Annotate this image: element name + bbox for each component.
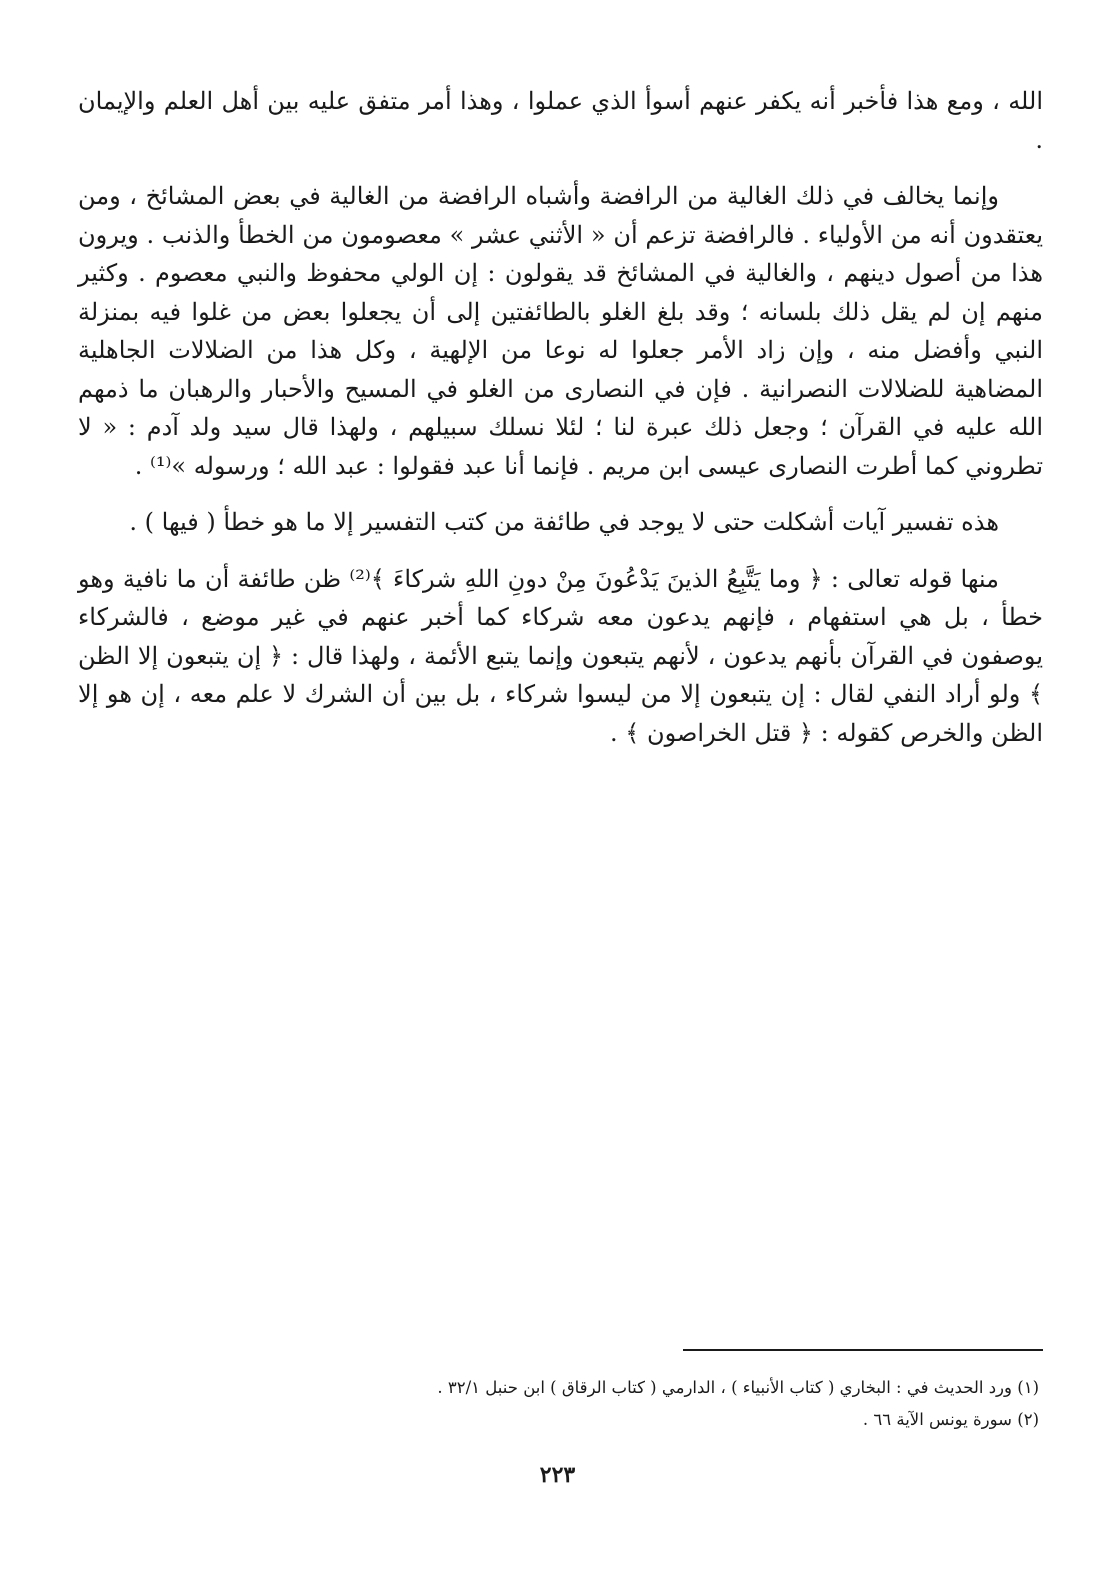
- paragraph-2: وإنما يخالف في ذلك الغالية من الرافضة وأشباه الرافضة من الغالية في بعض المشائخ ، ومن يعتقدون أنه من الأولياء . فالرافضة تزعم أن « الأثني عشر » معصومون من الخطأ والذنب . ويرون هذا من أصول دينهم ، والغالية في المشائخ قد يقولون : إن الولي محفوظ والنبي معصوم . وكثير منهم إن لم يقل ذلك بلسانه ؛ وقد بلغ الغلو بالطائفتين إلى أن يجعلوا بعض من غلوا فيه بمنزلة النبي وأفضل منه ، وإن زاد الأمر جعلوا له نوعا من الإلهية ، وكل هذا من الضلالات الجاهلية المضاهية للضلالات النصرانية . فإن في النصارى من الغلو في المسيح والأحبار والرهبان ما ذمهم الله عليه في القرآن ؛ وجعل ذلك عبرة لنا ؛ لئلا نسلك سبيلهم ، ولهذا قال سيد ولد آدم : « لا تطروني كما أطرت النصارى عيسى ابن مريم . فإنما أنا عبد فقولوا : عبد الله ؛ ورسوله »⁽¹⁾ .: [78, 182, 1044, 480]
- footnote-1: (١) ورد الحديث في : البخاري ( كتاب الأنبياء ) ، الدارمي ( كتاب الرقاق ) ابن حنبل ٣٢/١ .: [437, 1378, 1039, 1397]
- paragraph-1: الله ، ومع هذا فأخبر أنه يكفر عنهم أسوأ الذي عملوا ، وهذا أمر متفق عليه بين أهل العلم والإيمان .: [78, 87, 1043, 154]
- main-text: [78, 82, 1043, 770]
- paragraph-4: منها قوله تعالى : ﴿ وما يَتَّبِعُ الذينَ يَدْعُونَ مِنْ دونِ اللهِ شركاءَ ﴾⁽²⁾ ظن طائفة أن ما نافية وهو خطأ ، بل هي استفهام ، فإنهم يدعون معه شركاء كما أخبر عنهم في غير موضع ، فالشركاء يوصفون في القرآن بأنهم يدعون ، لأنهم يتبعون وإنما يتبع الأئمة ، ولهذا قال : ﴿ إن يتبعون إلا الظن ﴾ ولو أراد النفي لقال : إن يتبعون إلا من ليسوا شركاء ، بل بين أن الشرك لا علم معه ، إن هو إلا الظن والخرص كقوله : ﴿ قتل الخراصون ﴾ .: [78, 564, 1044, 747]
- page-number: ٢٢٣: [539, 1462, 576, 1488]
- footnote-2: (٢) سورة يونس الآية ٦٦ .: [862, 1410, 1039, 1429]
- paragraph-3: هذه تفسير آيات أشكلت حتى لا يوجد في طائفة من كتب التفسير إلا ما هو خطأ ( فيها ) .: [129, 508, 999, 536]
- footnote-separator: [683, 1349, 1043, 1351]
- footnotes: [139, 1375, 1039, 1439]
